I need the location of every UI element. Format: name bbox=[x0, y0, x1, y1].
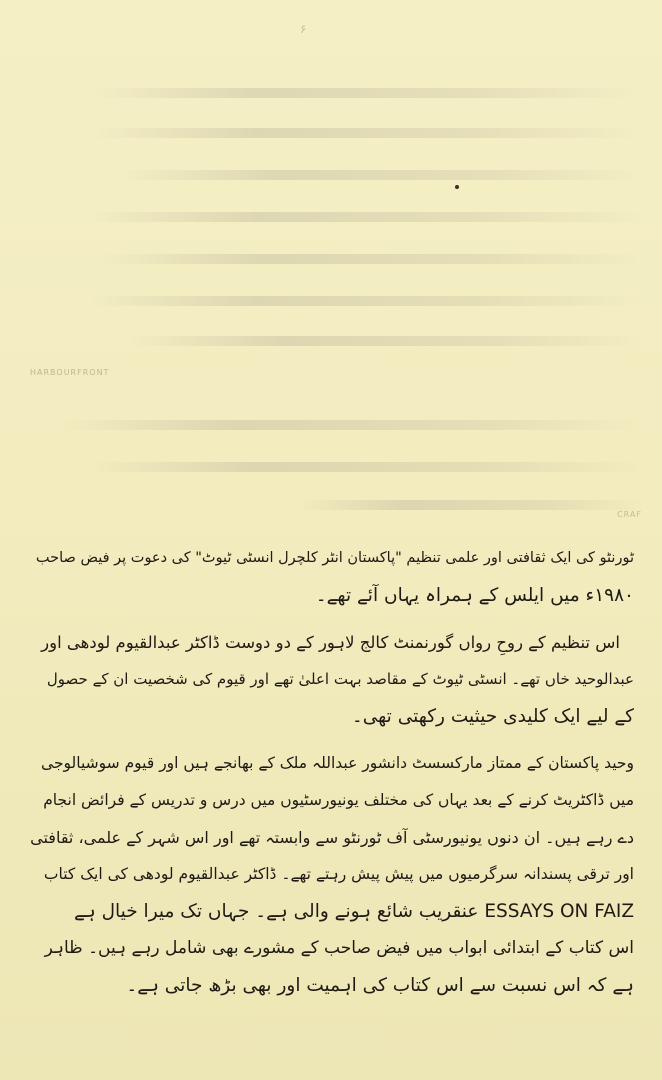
text-line: اور ترقی پسندانہ سرگرمیوں میں پیش پیش رہتے تھے۔ ڈاکٹر عبدالقیوم لودھی کی ایک کتاب bbox=[43, 865, 634, 883]
text-line: وحید پاکستان کے ممتاز مارکسسٹ دانشور عبداللہ ملک کے بھانجے ہیں اور قیوم سوشیالوجی bbox=[41, 754, 634, 772]
text-line: اس کتاب کے ابتدائی ابواب میں فیض صاحب کے مشورے بھی شامل رہے ہیں۔ ظاہر bbox=[44, 938, 634, 958]
text-line: ESSAYS ON FAIZ عنقریب شائع ہونے والی ہے۔ جہاں تک میرا خیال ہے bbox=[74, 901, 634, 922]
paragraph-3 bbox=[30, 745, 634, 1004]
text-line: میں ڈاکٹریٹ کرنے کے بعد یہاں کی مختلف یونیورسٹیوں میں درس و تدریس کے فرائض انجام bbox=[43, 791, 634, 809]
text-line: ۱۹۸۰ء میں ایلس کے ہمراہ یہاں آئے تھے۔ bbox=[315, 585, 634, 606]
bleed-through-line bbox=[90, 88, 642, 98]
page-number: ۶ bbox=[300, 22, 307, 36]
bleed-through-line bbox=[90, 462, 642, 472]
text-line: عبدالوحید خاں تھے۔ انسٹی ٹیوٹ کے مقاصد بہت اعلیٰ تھے اور قیوم کی شخصیت ان کے حصول bbox=[46, 670, 634, 688]
text-line: اس تنظیم کے روحِ رواں گورنمنٹ کالج لاہور کے دو دوست ڈاکٹر عبدالقیوم لودھی اور bbox=[41, 633, 620, 652]
bleed-through-line bbox=[90, 212, 642, 222]
bleed-through-line bbox=[100, 254, 642, 264]
text-line: دے رہے ہیں۔ ان دنوں یونیورسٹی آف ٹورنٹو سے وابستہ تھے اور اس شہر کے علمی، ثقافتی bbox=[30, 828, 634, 847]
paragraph-2 bbox=[30, 624, 634, 735]
bleed-through-line bbox=[90, 128, 642, 138]
text-line: ٹورنٹو کی ایک ثقافتی اور علمی تنظیم "پاکستان انٹر کلچرل انسٹی ٹیوٹ" کی دعوت پر فیض صاحب bbox=[35, 550, 634, 566]
body-text bbox=[30, 540, 634, 1004]
bleed-through-line bbox=[90, 296, 642, 306]
bleed-through-word: HARBOURFRONT bbox=[30, 368, 110, 377]
text-line: ہے کہ اس نسبت سے اس کتاب کی اہمیت اور بھی بڑھ جاتی ہے۔ bbox=[126, 975, 634, 996]
bleed-through-line bbox=[300, 500, 642, 510]
ink-speck bbox=[455, 185, 459, 189]
bleed-through-line bbox=[120, 170, 642, 180]
paragraph-1 bbox=[30, 540, 634, 614]
bleed-through-line bbox=[130, 336, 642, 346]
bleed-through-line bbox=[60, 420, 642, 430]
text-line: کے لیے ایک کلیدی حیثیت رکھتی تھی۔ bbox=[351, 706, 634, 727]
bleed-through-word: CRAF bbox=[617, 510, 642, 519]
